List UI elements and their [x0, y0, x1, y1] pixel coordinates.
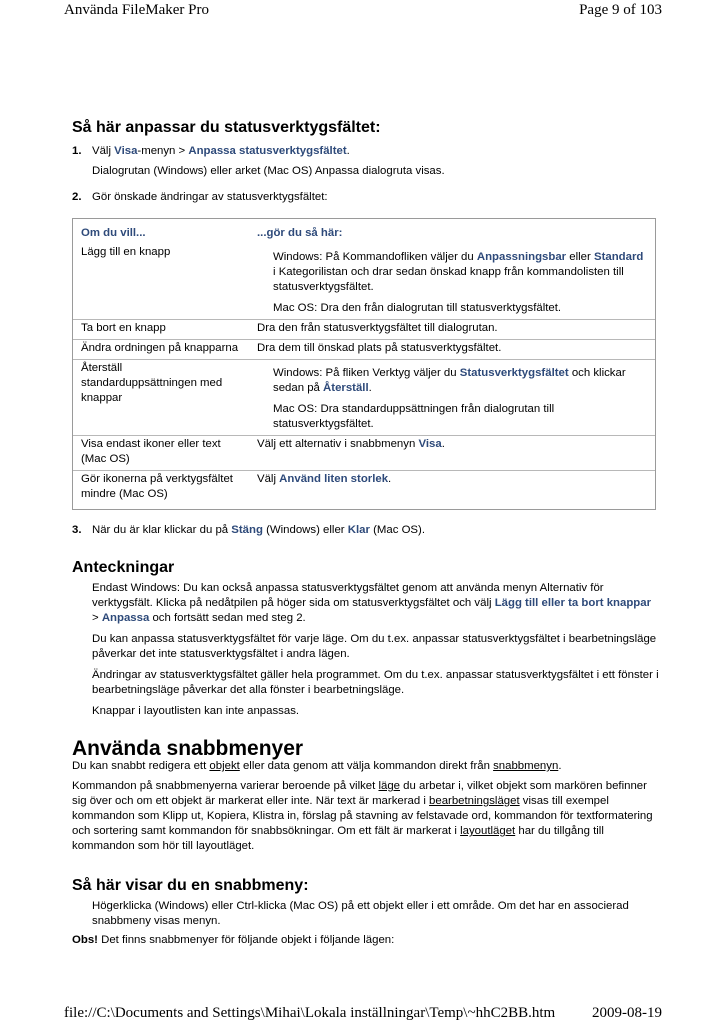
table-cell-action: [249, 360, 655, 436]
action-text: eller: [566, 251, 594, 263]
page-number: Page 9 of 103: [579, 2, 662, 18]
paragraph-text: visas till exempel kommandon som Klipp ut, Kopiera, Klistra in, förslag på stavning av felstavade ord, kommandon för textformatering och sortering samt kommandon för snabbsökningar. Om ett fält är markerat i: [72, 795, 653, 837]
table-cell-action: Dra dem till önskad plats på statusverktygsfältet.: [249, 340, 655, 360]
step-text: Gör önskade ändringar av statusverktygsfältet:: [92, 191, 328, 203]
action-text: i Kategorilistan och drar sedan önskad knapp från kommandolisten till statusverktygsfältet.: [273, 266, 624, 293]
section-heading-snabbmenyer: Använda snabbmenyer: [72, 737, 304, 760]
ui-ref-statusverktygsfaltet: Statusverktygsfältet: [459, 367, 569, 379]
step-number: 2.: [72, 191, 82, 203]
section-heading-customize: Så här anpassar du statusverktygsfältet:: [72, 119, 381, 136]
table-cell-goal: Återställ standarduppsättningen med knappar: [73, 360, 249, 436]
action-text: och klickar sedan på: [273, 367, 626, 394]
paragraph-text: eller data genom att välja kommandon direkt från: [239, 760, 494, 772]
table-cell-goal: Ändra ordningen på knapparna: [73, 340, 249, 360]
table-cell-goal: Visa endast ikoner eller text (Mac OS): [73, 436, 249, 471]
action-mac: Mac OS: Dra standarduppsättningen från dialogrutan till statusverktygsfältet.: [273, 403, 555, 430]
action-windows: [273, 366, 647, 396]
step-text: Välj: [92, 145, 115, 157]
step-1: [72, 144, 660, 159]
step-text: (Windows) eller: [262, 524, 348, 536]
obs-text: Det finns snabbmenyer för följande objekt i följande lägen:: [97, 934, 395, 946]
obs-label: Obs!: [72, 934, 98, 946]
note-4: Knappar i layoutlisten kan inte anpassas.: [92, 705, 300, 717]
table-cell-action: [249, 471, 655, 506]
glossary-link-layoutlaget[interactable]: layoutläget: [460, 825, 516, 837]
options-table: [72, 218, 656, 510]
table-header-goal: Om du vill...: [81, 227, 146, 239]
menu-ref-anpassa: Anpassa statusverktygsfältet: [188, 145, 347, 157]
ui-ref-standard: Standard: [593, 251, 644, 263]
section-heading-show-menu: Så här visar du en snabbmeny:: [72, 877, 309, 894]
menu-ref-anpassa: Anpassa: [101, 612, 150, 624]
step-2: [72, 190, 660, 205]
action-text: .: [368, 382, 372, 394]
ui-ref-aterstall: Återställ: [323, 382, 369, 394]
glossary-link-snabbmenyn[interactable]: snabbmenyn: [493, 760, 559, 772]
menu-ref-visa: Visa: [114, 145, 138, 157]
action-mac: Mac OS: Dra den från dialogrutan till statusverktygsfältet.: [273, 302, 562, 314]
page-footer-date: 2009-08-19: [592, 1005, 662, 1021]
page-footer-path: file://C:\Documents and Settings\Mihai\Lokala inställningar\Temp\~hhC2BB.htm: [64, 1005, 556, 1021]
table-cell-action: [249, 244, 655, 320]
notes-heading: Anteckningar: [72, 559, 175, 576]
menu-ref-visa: Visa: [418, 438, 442, 450]
action-text: Välj: [257, 473, 280, 485]
step-text: (Mac OS).: [369, 524, 425, 536]
table-cell-goal: Gör ikonerna på verktygsfältet mindre (Mac OS): [73, 471, 249, 506]
show-menu-instruction: Högerklicka (Windows) eller Ctrl-klicka (Mac OS) på ett objekt eller i ett område. Om det har en associerad snabbmeny visas menyn.: [92, 900, 629, 927]
action-text: Windows: På fliken Verktyg väljer du: [273, 367, 460, 379]
action-text: Windows: På Kommandofliken väljer du: [273, 251, 477, 263]
glossary-link-bearbetningslaget[interactable]: bearbetningsläget: [429, 795, 520, 807]
note-2: Du kan anpassa statusverktygsfältet för varje läge. Om du t.ex. anpassar statusverktygsfältet i bearbetningsläge påverkar det inte statusverktygsfältet i andra lägen.: [92, 633, 657, 660]
menu-ref-lagg-till: Lägg till eller ta bort knappar: [494, 597, 652, 609]
table-header-action: ...gör du så här:: [257, 227, 343, 239]
table-cell-action: Dra den från statusverktygsfältet till dialogrutan.: [249, 320, 655, 340]
paragraph-text: du arbetar i, vilket objekt som markören befinner sig över och om ett objekt är markerat eller inte. När text är markerad i: [72, 780, 647, 807]
button-ref-stang: Stäng: [231, 524, 263, 536]
paragraph-text: Kommandon på snabbmenyerna varierar beroende på vilket: [72, 780, 379, 792]
paragraph-intro: [72, 759, 660, 774]
ui-ref-liten-storlek: Använd liten storlek: [279, 473, 389, 485]
note-3: Ändringar av statusverktygsfältet gäller hela programmet. Om du t.ex. anpassar statusverktygsfältet i ett fönster i bearbetningsläge påverkar det alla fönster i bearbetningsläge.: [92, 669, 659, 696]
step-text: .: [346, 145, 350, 157]
note-text: Endast Windows: Du kan också anpassa statusverktygsfältet genom att använda menyn Alternativ för verktygsfält. Klicka på nedåtpilen på höger sida om statusverktygsfältet och välj: [92, 582, 604, 609]
page-header-title: Använda FileMaker Pro: [64, 2, 209, 18]
note-1: [92, 581, 660, 626]
paragraph-text: har du tillgång till kommandon som hör till layoutläget.: [72, 825, 604, 852]
table-cell-goal: Ta bort en knapp: [73, 320, 249, 340]
action-text: .: [441, 438, 445, 450]
glossary-link-objekt[interactable]: objekt: [209, 760, 240, 772]
step-text: När du är klar klickar du på: [92, 524, 232, 536]
note-text: >: [92, 612, 102, 624]
action-text: Välj ett alternativ i snabbmenyn: [257, 438, 419, 450]
table-cell-action: [249, 436, 655, 471]
document-body: [72, 120, 660, 948]
glossary-link-lage[interactable]: läge: [378, 780, 401, 792]
step-3: [72, 523, 660, 538]
paragraph-text: Du kan snabbt redigera ett: [72, 760, 210, 772]
step-number: 1.: [72, 145, 82, 157]
step-number: 3.: [72, 524, 82, 536]
action-text: .: [388, 473, 392, 485]
obs-note: [72, 933, 660, 948]
paragraph-text: .: [558, 760, 562, 772]
button-ref-klar: Klar: [347, 524, 370, 536]
step-1-result: Dialogrutan (Windows) eller arket (Mac OS) Anpassa dialogruta visas.: [92, 165, 445, 177]
table-cell-goal: Lägg till en knapp: [81, 246, 171, 258]
paragraph-details: [72, 779, 660, 854]
ui-ref-anpassningsbar: Anpassningsbar: [476, 251, 567, 263]
note-text: och fortsätt sedan med steg 2.: [149, 612, 306, 624]
action-windows: [273, 250, 647, 295]
step-text: -menyn >: [137, 145, 189, 157]
